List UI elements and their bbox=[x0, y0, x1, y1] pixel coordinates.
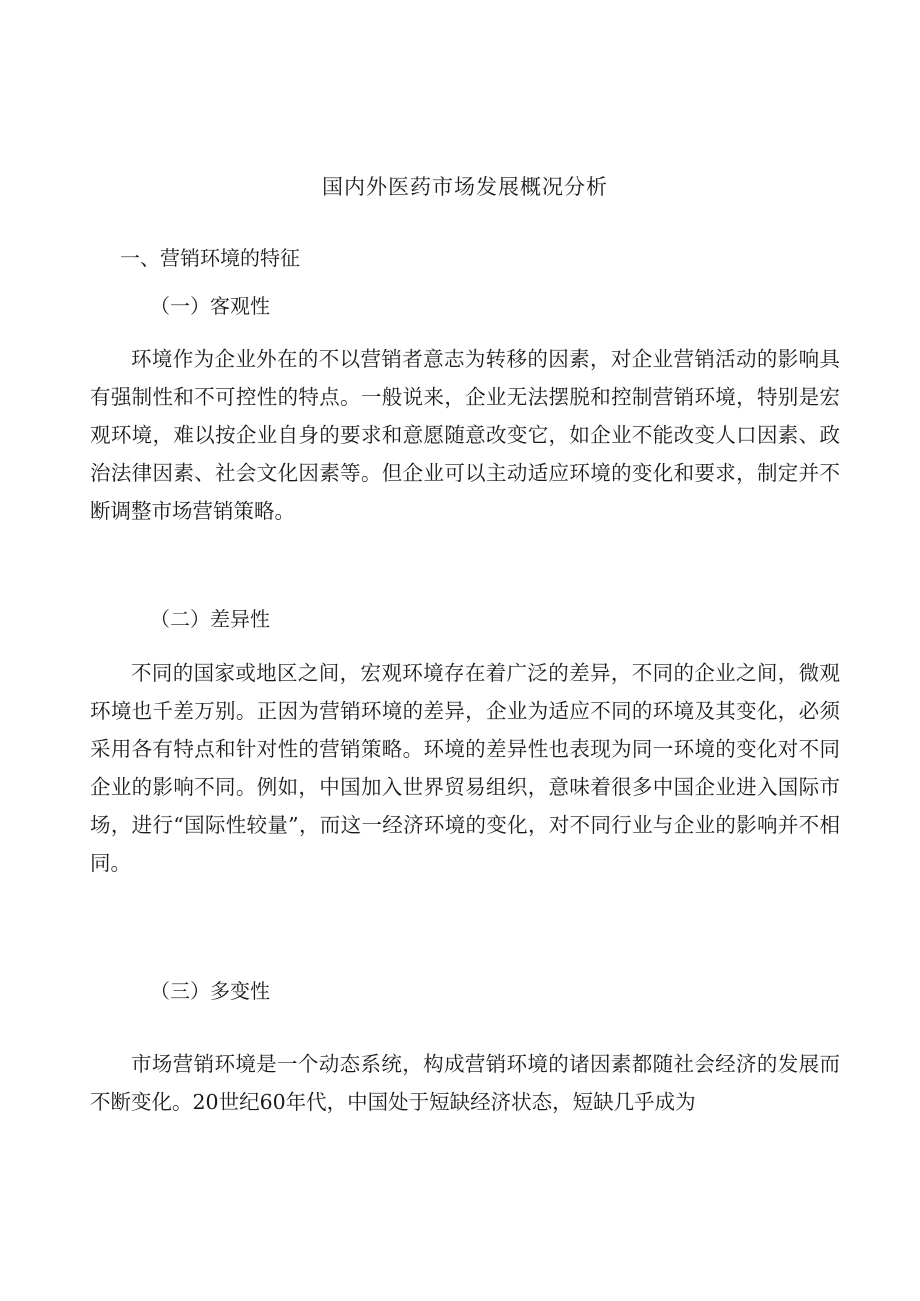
subsection-heading-objectivity: （一）客观性 bbox=[150, 294, 270, 318]
paragraph-objectivity: 环境作为企业外在的不以营销者意志为转移的因素，对企业营销活动的影响具有强制性和不可控性的特点。一般说来，企业无法摆脱和控制营销环境，特别是宏观环境，难以按企业自身的要求和意愿随意改变它，如企业不能改变人口因素、政治法律因素、社会文化因素等。但企业可以主动适应环境的变化和要求，制定并不断调整市场营销策略。 bbox=[90, 347, 840, 523]
paragraph-variability: 市场营销环境是一个动态系统，构成营销环境的诸因素都随社会经济的发展而不断变化。20世纪60年代，中国处于短缺经济状态，短缺几乎成为 bbox=[90, 1052, 840, 1114]
section-heading-features: 一、营销环境的特征 bbox=[120, 246, 300, 270]
subsection-heading-variability: （三）多变性 bbox=[150, 979, 270, 1003]
subsection-heading-difference: （二）差异性 bbox=[150, 607, 270, 631]
paragraph-difference: 不同的国家或地区之间，宏观环境存在着广泛的差异，不同的企业之间，微观环境也千差万别。正因为营销环境的差异，企业为适应不同的环境及其变化，必须采用各有特点和针对性的营销策略。环境的差异性也表现为同一环境的变化对不同企业的影响不同。例如，中国加入世界贸易组织，意味着很多中国企业进入国际市场，进行“国际性较量”，而这一经济环境的变化，对不同行业与企业的影响并不相同。 bbox=[90, 661, 840, 875]
document-title: 国内外医药市场发展概况分析 bbox=[322, 175, 608, 199]
